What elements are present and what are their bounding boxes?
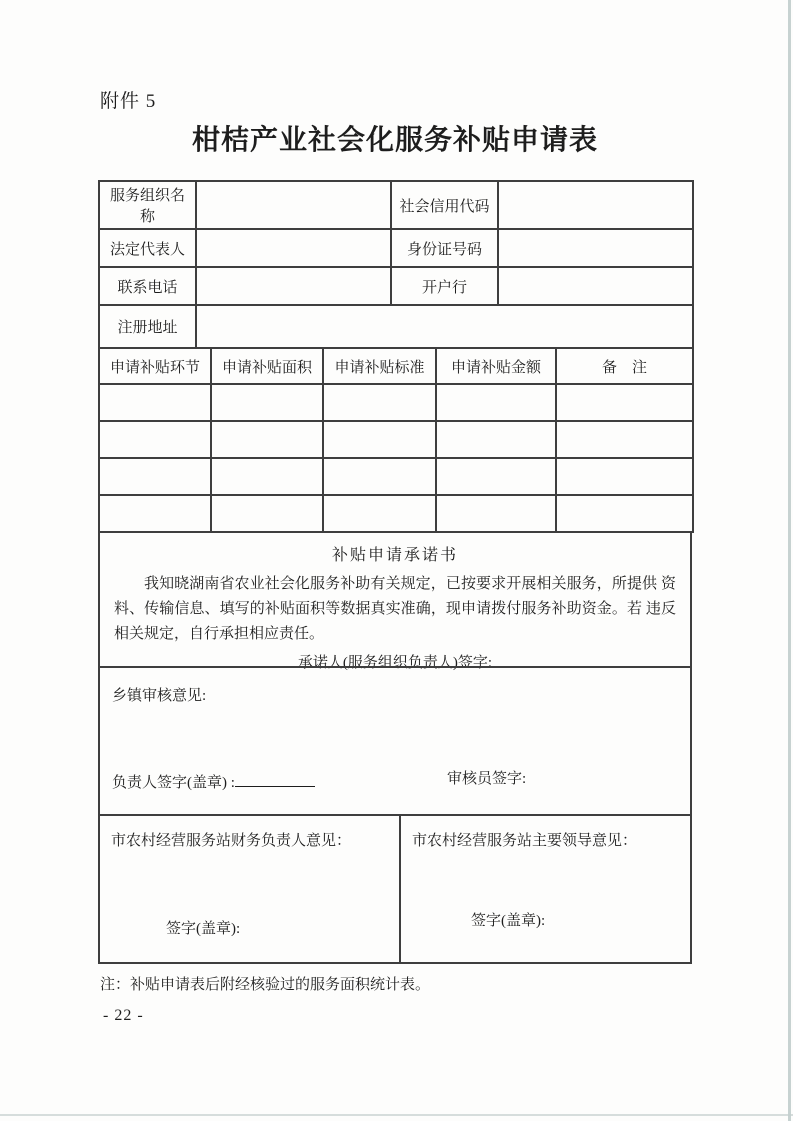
credit-code-label: 社会信用代码 xyxy=(391,181,498,229)
table-cell-blank xyxy=(211,421,323,458)
scan-edge-bottom xyxy=(0,1114,793,1116)
table-row xyxy=(99,229,693,267)
table-cell-blank xyxy=(436,384,556,421)
township-head-signature-label: 负责人签字(盖章) : xyxy=(112,775,235,791)
table-row xyxy=(99,495,693,532)
table-row xyxy=(99,267,693,305)
col-header-stage: 申请补贴环节 xyxy=(99,348,211,384)
station-leader-opinion-label: 市农村经营服务站主要领导意见： xyxy=(411,833,637,849)
signature-underline xyxy=(235,773,315,787)
commitment-signature-label: 承诺人(服务组织负责人)签字: xyxy=(297,655,493,671)
page-title: 柑桔产业社会化服务补贴申请表 xyxy=(191,125,598,156)
id-number-label: 身份证号码 xyxy=(391,229,498,267)
table-cell-blank xyxy=(436,421,556,458)
table-row xyxy=(99,384,693,421)
township-head-signature xyxy=(112,771,315,792)
org-name-field xyxy=(196,181,391,229)
bank-field xyxy=(498,267,693,305)
legal-rep-field xyxy=(196,229,391,267)
phone-label: 联系电话 xyxy=(99,267,196,305)
table-cell-blank xyxy=(436,495,556,532)
table-cell-blank xyxy=(323,495,436,532)
station-leader-signature-label: 签字(盖章): xyxy=(470,913,546,929)
table-row xyxy=(99,305,693,348)
table-cell-blank xyxy=(436,458,556,495)
table-cell-blank xyxy=(556,384,693,421)
table-cell-blank xyxy=(99,495,211,532)
col-header-area: 申请补贴面积 xyxy=(211,348,323,384)
station-review-section xyxy=(98,814,692,964)
phone-field xyxy=(196,267,391,305)
table-cell-blank xyxy=(556,458,693,495)
table-cell-blank xyxy=(99,458,211,495)
id-number-field xyxy=(498,229,693,267)
org-name-label: 服务组织名称 xyxy=(99,181,196,229)
table-row xyxy=(99,421,693,458)
scan-edge-right xyxy=(788,0,791,1121)
table-cell-blank xyxy=(323,421,436,458)
address-label: 注册地址 xyxy=(99,305,196,348)
table-row xyxy=(99,458,693,495)
footnote: 注：补贴申请表后附经核验过的服务面积统计表。 xyxy=(100,977,431,993)
table-cell-blank xyxy=(99,421,211,458)
station-finance-opinion-label: 市农村经营服务站财务负责人意见： xyxy=(111,833,352,849)
commitment-body: 我知晓湖南省农业社会化服务补助有关规定，已按要求开展相关服务，所提供 资料、传输信息、填写的补贴面积等数据真实准确，现申请拨付服务补助资金。若 违反相关规定，自行承担相应责任。 xyxy=(114,576,676,642)
col-header-amount: 申请补贴金额 xyxy=(436,348,556,384)
table-cell-blank xyxy=(323,458,436,495)
table-cell-blank xyxy=(211,384,323,421)
station-finance-opinion-cell xyxy=(100,816,399,962)
township-reviewer-signature-label: 审核员签字: xyxy=(447,771,527,787)
table-cell-blank xyxy=(323,384,436,421)
table-cell-blank xyxy=(99,384,211,421)
township-review-label: 乡镇审核意见: xyxy=(112,688,207,704)
page-number: - 22 - xyxy=(103,1007,144,1024)
commitment-section xyxy=(98,531,692,671)
township-review-section xyxy=(98,666,692,816)
legal-rep-label: 法定代表人 xyxy=(99,229,196,267)
table-cell-blank xyxy=(556,421,693,458)
col-header-standard: 申请补贴标准 xyxy=(323,348,436,384)
attachment-label: 附件 5 xyxy=(100,91,157,112)
station-leader-opinion-cell xyxy=(399,816,690,962)
subsidy-table xyxy=(98,347,694,533)
address-field xyxy=(196,305,693,348)
org-info-table xyxy=(98,180,694,349)
bank-label: 开户行 xyxy=(391,267,498,305)
application-form xyxy=(98,180,692,964)
station-finance-signature-label: 签字(盖章): xyxy=(166,921,241,937)
subsidy-header-row xyxy=(99,348,693,384)
table-cell-blank xyxy=(211,495,323,532)
table-cell-blank xyxy=(556,495,693,532)
commitment-title: 补贴申请承诺书 xyxy=(331,547,458,564)
table-row xyxy=(99,181,693,229)
col-header-remarks: 备 注 xyxy=(556,348,693,384)
table-cell-blank xyxy=(211,458,323,495)
credit-code-field xyxy=(498,181,693,229)
